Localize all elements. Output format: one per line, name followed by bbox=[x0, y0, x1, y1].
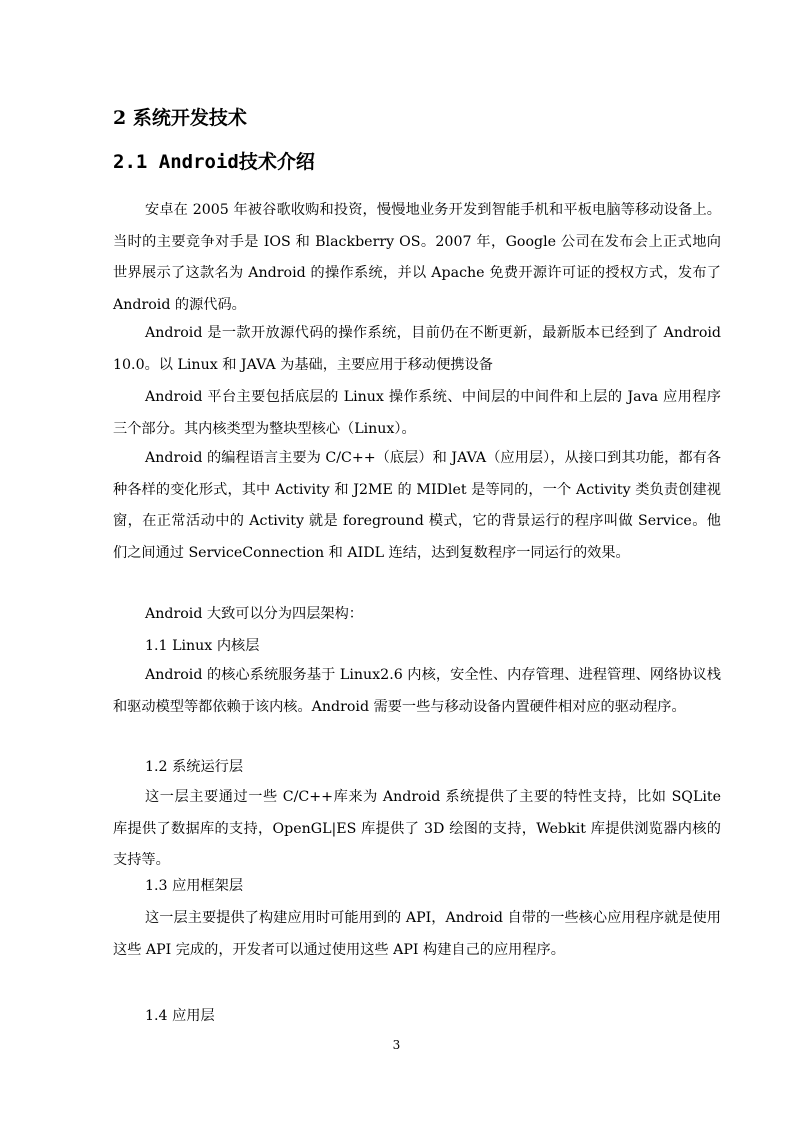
paragraph-app-framework: 这一层主要提供了构建应用时可能用到的 API，Android 自带的一些核心应用程序就是使用这些 API 完成的，开发者可以通过使用这些 API 构建自己的应用程序。 bbox=[113, 910, 721, 958]
chapter-heading: 2 系统开发技术 bbox=[113, 107, 247, 129]
section-number: 2.1 bbox=[113, 151, 148, 173]
section-title: Android技术介绍 bbox=[158, 151, 315, 173]
subheading-system-runtime: 1.2 系统运行层 bbox=[145, 759, 244, 775]
paragraph-android-platform: Android 平台主要包括底层的 Linux 操作系统、中间层的中间件和上层的 Java 应用程序三个部分。其内核类型为整块型核心（Linux）。 bbox=[113, 389, 721, 437]
paragraph-system-runtime: 这一层主要通过一些 C/C++库来为 Android 系统提供了主要的特性支持，比如 SQLite 库提供了数据库的支持，OpenGL|ES 库提供了 3D 绘图的支持，Webkit 库提供浏览器内核的支持等。 bbox=[113, 789, 721, 868]
subheading-app-framework: 1.3 应用框架层 bbox=[145, 878, 244, 894]
subheading-linux-kernel: 1.1 Linux 内核层 bbox=[145, 638, 260, 654]
paragraph-linux-kernel: Android 的核心系统服务基于 Linux2.6 内核，安全性、内存管理、进程管理、网络协议栈和驱动模型等都依赖于该内核。Android 需要一些与移动设备内置硬件相对应的驱动程序。 bbox=[113, 667, 721, 715]
paragraph-architecture-intro: Android 大致可以分为四层架构： bbox=[145, 606, 363, 622]
paragraph-android-language: Android 的编程语言主要为 C/C++（底层）和 JAVA（应用层），从接口到其功能，都有各种各样的变化形式，其中 Activity 和 J2ME 的 MIDlet 是等同的，一个 Activity 类负责创建视窗，在正常活动中的 Activity 就是 foreground 模式，它的背景运行的程序叫做 Service。他们之间通过 ServiceConnection 和 AIDL 连结，达到复数程序一同运行的效果。 bbox=[113, 450, 721, 561]
paragraph-android-overview: Android 是一款开放源代码的操作系统，目前仍在不断更新，最新版本已经到了 Android 10.0。以 Linux 和 JAVA 为基础，主要应用于移动便携设备 bbox=[113, 325, 721, 373]
subheading-application-layer: 1.4 应用层 bbox=[145, 1008, 215, 1024]
section-heading bbox=[113, 150, 721, 174]
page-number: 3 bbox=[392, 1038, 401, 1052]
paragraph-android-history: 安卓在 2005 年被谷歌收购和投资，慢慢地业务开发到智能手机和平板电脑等移动设备上。当时的主要竞争对手是 IOS 和 Blackberry OS。2007 年，Google 公司在发布会上正式地向世界展示了这款名为 Android 的操作系统，并以 Apache 免费开源许可证的授权方式，发布了 Android 的源代码。 bbox=[113, 202, 721, 313]
